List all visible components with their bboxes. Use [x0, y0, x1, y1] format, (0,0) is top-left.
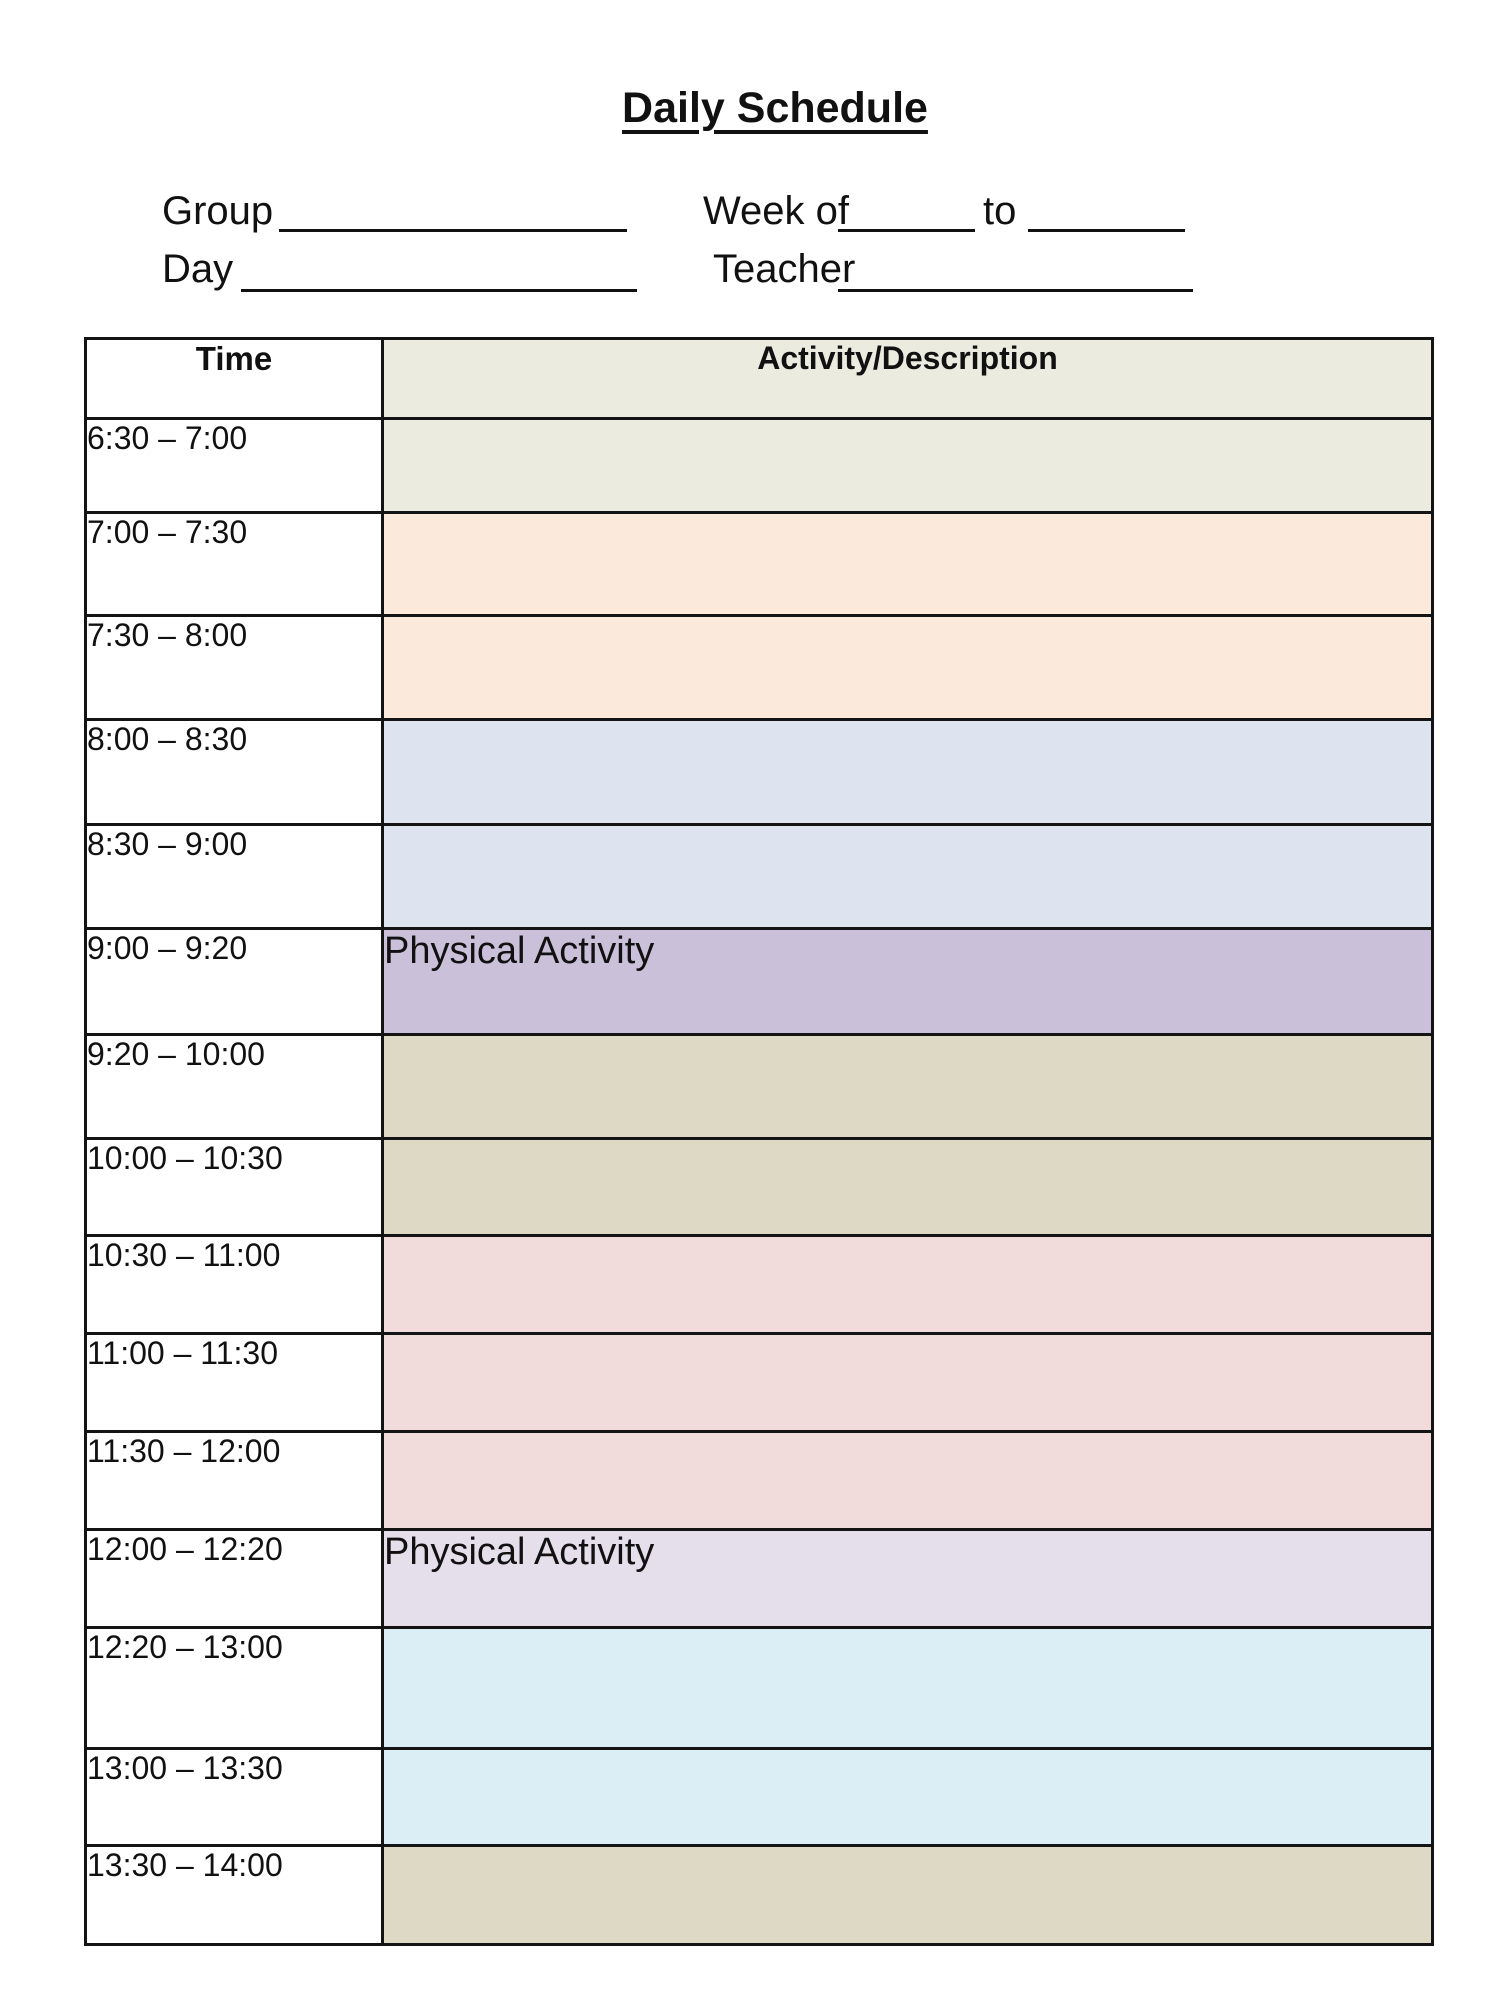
activity-cell[interactable]: Physical Activity [383, 929, 1433, 1035]
to-label: to [983, 189, 1017, 233]
week-start-field[interactable] [838, 229, 975, 232]
time-cell: 7:30 – 8:00 [86, 616, 383, 720]
time-cell: 8:30 – 9:00 [86, 825, 383, 929]
table-row [86, 1035, 1433, 1139]
time-column-header: Time [86, 339, 383, 419]
activity-cell[interactable] [383, 720, 1433, 825]
table-row [86, 616, 1433, 720]
activity-cell[interactable] [383, 1139, 1433, 1236]
time-cell: 10:30 – 11:00 [86, 1236, 383, 1334]
table-row [86, 1749, 1433, 1846]
time-cell: 7:00 – 7:30 [86, 513, 383, 616]
time-cell: 9:20 – 10:00 [86, 1035, 383, 1139]
time-cell: 10:00 – 10:30 [86, 1139, 383, 1236]
time-cell: 6:30 – 7:00 [86, 419, 383, 513]
activity-cell[interactable] [383, 1334, 1433, 1432]
week-end-field[interactable] [1028, 229, 1185, 232]
time-cell: 11:00 – 11:30 [86, 1334, 383, 1432]
table-header-row [86, 339, 1433, 419]
time-cell: 13:00 – 13:30 [86, 1749, 383, 1846]
table-row [86, 720, 1433, 825]
table-row [86, 1236, 1433, 1334]
table-row [86, 1846, 1433, 1945]
time-cell: 12:00 – 12:20 [86, 1530, 383, 1628]
activity-cell[interactable] [383, 616, 1433, 720]
time-cell: 8:00 – 8:30 [86, 720, 383, 825]
time-cell: 12:20 – 13:00 [86, 1628, 383, 1749]
week-of-label: Week of [703, 189, 849, 233]
table-row [86, 1139, 1433, 1236]
time-cell: 13:30 – 14:00 [86, 1846, 383, 1945]
activity-cell[interactable] [383, 513, 1433, 616]
day-field[interactable] [241, 289, 637, 292]
activity-cell[interactable] [383, 1432, 1433, 1530]
activity-cell[interactable] [383, 825, 1433, 929]
activity-column-header: Activity/Description [383, 339, 1433, 419]
activity-cell[interactable] [383, 1749, 1433, 1846]
day-label: Day [162, 247, 234, 291]
group-field[interactable] [279, 229, 627, 232]
table-row [86, 1432, 1433, 1530]
teacher-label: Teacher [713, 247, 856, 291]
time-cell: 9:00 – 9:20 [86, 929, 383, 1035]
page-title: Daily Schedule [622, 84, 928, 132]
activity-cell[interactable] [383, 1236, 1433, 1334]
teacher-field[interactable] [838, 289, 1193, 292]
activity-cell[interactable] [383, 1846, 1433, 1945]
table-row [86, 513, 1433, 616]
schedule-table [84, 337, 1434, 1946]
table-row [86, 1530, 1433, 1628]
table-row [86, 929, 1433, 1035]
table-row [86, 1334, 1433, 1432]
activity-cell[interactable]: Physical Activity [383, 1530, 1433, 1628]
group-label: Group [162, 189, 274, 233]
activity-cell[interactable] [383, 419, 1433, 513]
time-cell: 11:30 – 12:00 [86, 1432, 383, 1530]
table-row [86, 1628, 1433, 1749]
activity-cell[interactable] [383, 1035, 1433, 1139]
table-row [86, 825, 1433, 929]
activity-cell[interactable] [383, 1628, 1433, 1749]
table-row [86, 419, 1433, 513]
